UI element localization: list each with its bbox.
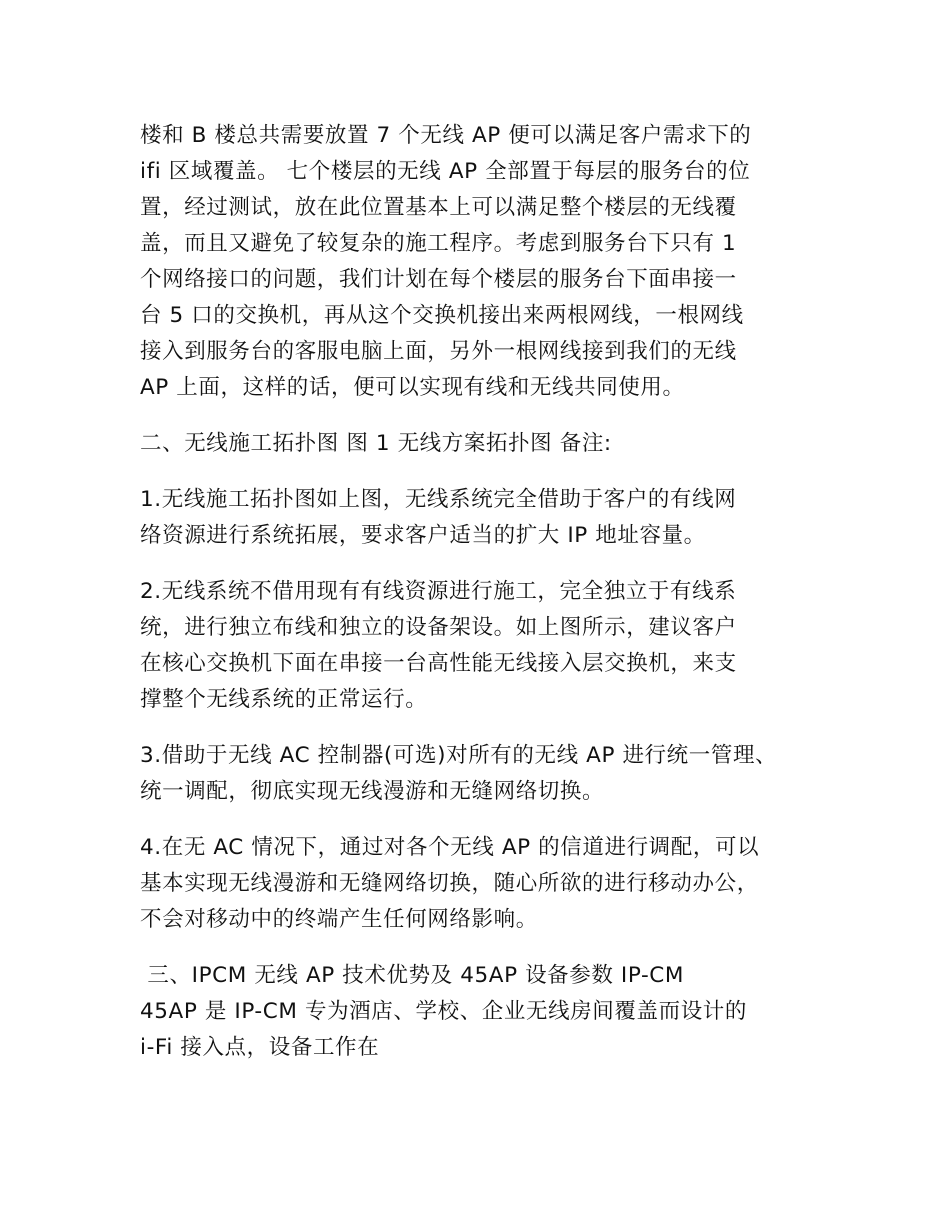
text-line: 接入到服务台的客服电脑上面，另外一根网线接到我们的无线 <box>140 339 737 364</box>
text-line: 统一调配，彻底实现无线漫游和无缝网络切换。 <box>140 779 605 804</box>
text-line: 个网络接口的问题，我们计划在每个楼层的服务台下面串接一 <box>140 267 737 292</box>
paragraph-note-3 <box>140 738 820 810</box>
text-line: 撑整个无线系统的正常运行。 <box>140 687 428 712</box>
text-line: 不会对移动中的终端产生任何网络影响。 <box>140 907 538 932</box>
paragraph-note-2 <box>140 574 820 718</box>
text-line: AP 上面，这样的话，便可以实现有线和无线共同使用。 <box>140 375 685 400</box>
document-body <box>140 118 820 1086</box>
section-heading-topology <box>140 426 820 462</box>
text-line: ifi 区域覆盖。 七个楼层的无线 AP 全部置于每层的服务台的位 <box>140 159 751 184</box>
text-line: 在核心交换机下面在串接一台高性能无线接入层交换机，来支 <box>140 651 737 676</box>
text-line: 络资源进行系统拓展，要求客户适当的扩大 IP 地址容量。 <box>140 523 706 548</box>
paragraph-note-1 <box>140 482 820 554</box>
text-line: 1.无线施工拓扑图如上图，无线系统完全借助于客户的有线网 <box>140 487 737 512</box>
text-line: 楼和 B 楼总共需要放置 7 个无线 AP 便可以满足客户需求下的 <box>140 123 752 148</box>
paragraph-note-4 <box>140 830 820 938</box>
paragraph-ap-deployment <box>140 118 820 406</box>
text-line: 三、IPCM 无线 AP 技术优势及 45AP 设备参数 IP-CM <box>140 963 685 988</box>
text-line: 基本实现无线漫游和无缝网络切换，随心所欲的进行移动办公， <box>140 871 759 896</box>
text-line: 置，经过测试，放在此位置基本上可以满足整个楼层的无线覆 <box>140 195 737 220</box>
text-line: 盖，而且又避免了较复杂的施工程序。考虑到服务台下只有 1 <box>140 231 737 256</box>
text-line: 3.借助于无线 AC 控制器(可选)对所有的无线 AP 进行统一管理、 <box>140 743 778 768</box>
text-line: 2.无线系统不借用现有有线资源进行施工，完全独立于有线系 <box>140 579 737 604</box>
text-line: 4.在无 AC 情况下，通过对各个无线 AP 的信道进行调配，可以 <box>140 835 760 860</box>
text-line: 二、无线施工拓扑图 图 1 无线方案拓扑图 备注: <box>140 431 612 456</box>
text-line: 台 5 口的交换机，再从这个交换机接出来两根网线，一根网线 <box>140 303 744 328</box>
text-line: 45AP 是 IP-CM 专为酒店、学校、企业无线房间覆盖而设计的 <box>140 999 747 1024</box>
text-line: i-Fi 接入点，设备工作在 <box>140 1035 380 1060</box>
text-line: 统，进行独立布线和独立的设备架设。如上图所示，建议客户 <box>140 615 737 640</box>
paragraph-section-3 <box>140 958 820 1066</box>
